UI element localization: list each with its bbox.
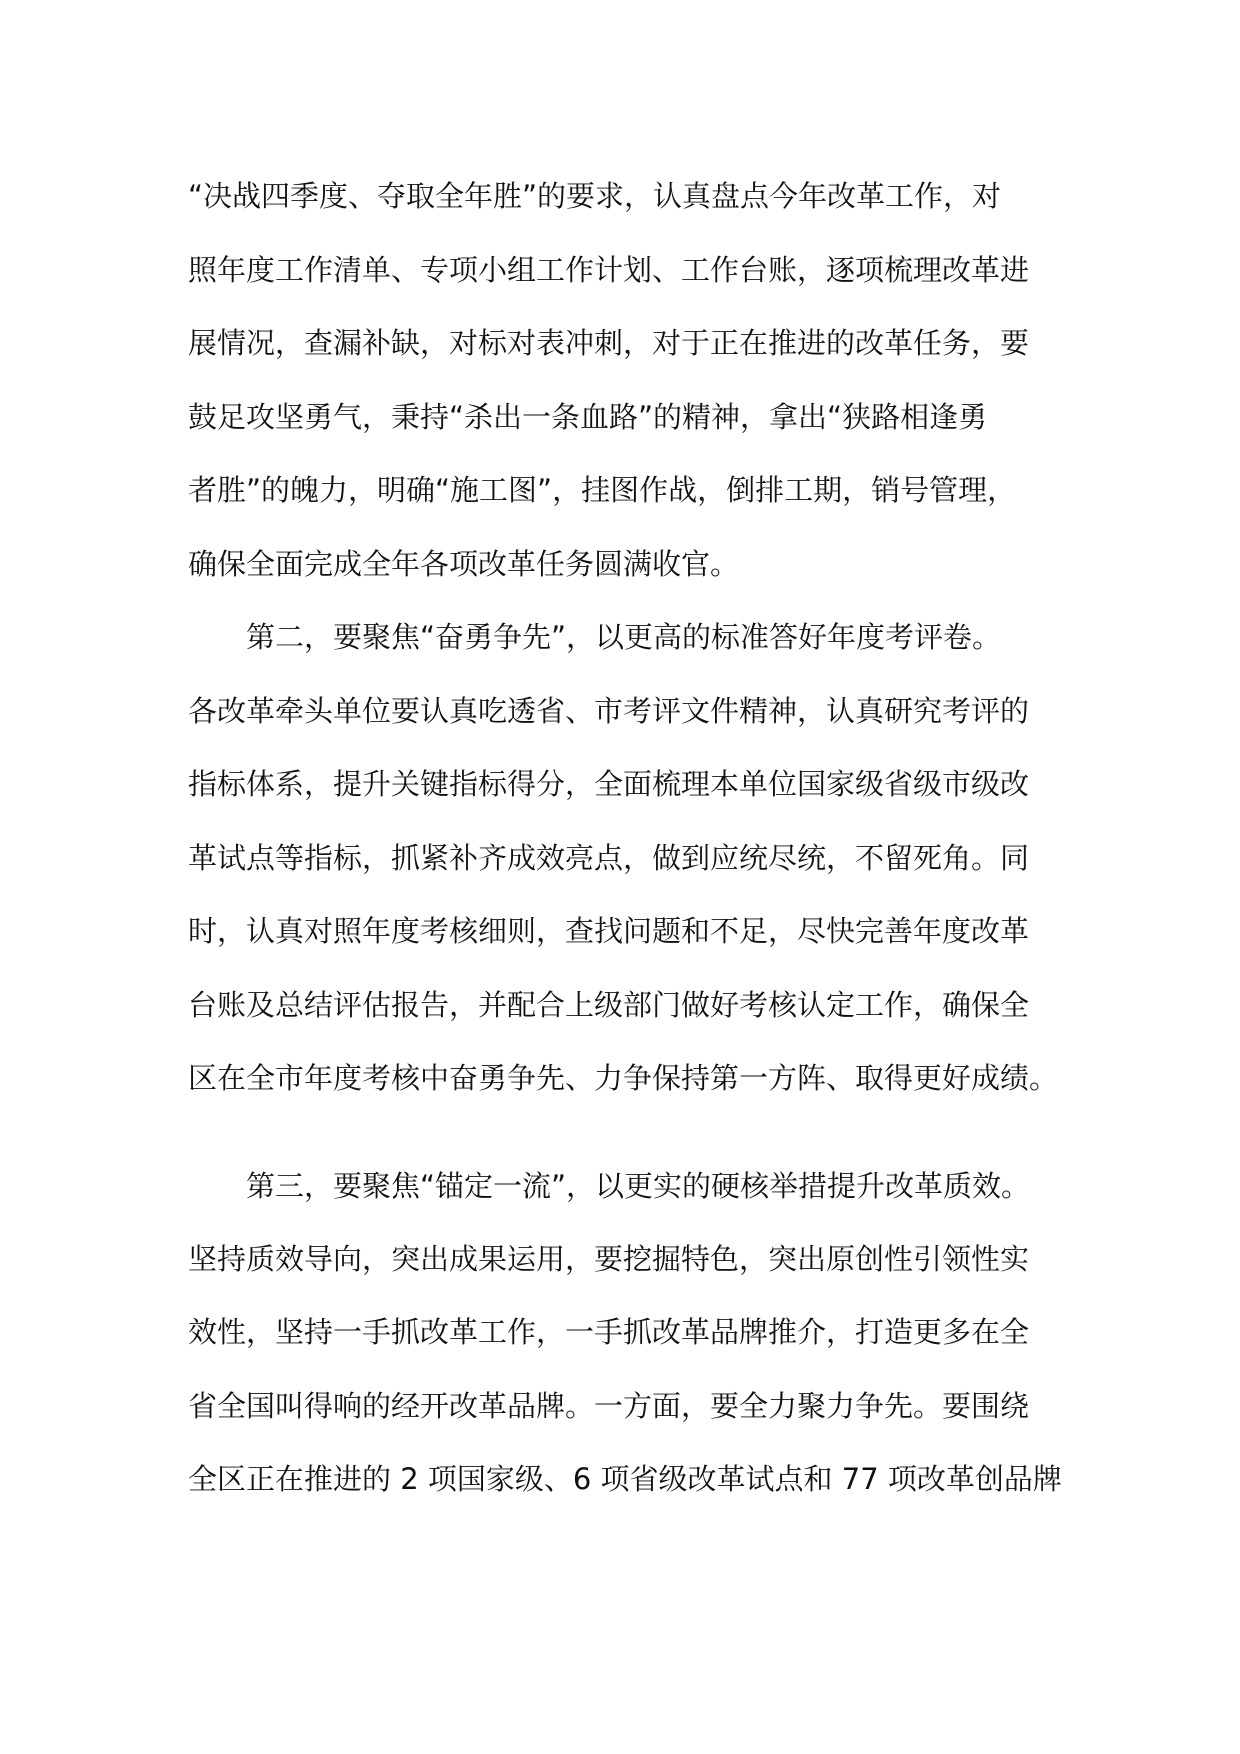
text-line: 全区正在推进的 2 项国家级、6 项省级改革试点和 77 项改革创品牌 (188, 1462, 1062, 1496)
paragraph-heading-third: 第三，要聚焦“锚定一流”，以更实的硬核举措提升改革质效。 (246, 1169, 1031, 1203)
paragraph-heading-second: 第二，要聚焦“奋勇争先”，以更高的标准答好年度考评卷。 (246, 620, 1002, 654)
text-line: 效性，坚持一手抓改革工作，一手抓改革品牌推介，打造更多在全 (188, 1315, 1030, 1349)
text-line: 台账及总结评估报告，并配合上级部门做好考核认定工作，确保全 (188, 988, 1030, 1022)
text-line: 坚持质效导向，突出成果运用，要挖掘特色，突出原创性引领性实 (188, 1242, 1030, 1276)
text-line: 各改革牵头单位要认真吃透省、市考评文件精神，认真研究考评的 (188, 694, 1030, 728)
text-line: 者胜”的魄力，明确“施工图”，挂图作战，倒排工期，销号管理， (188, 473, 1017, 507)
text-line: 指标体系，提升关键指标得分，全面梳理本单位国家级省级市级改 (188, 767, 1030, 801)
text-line: 鼓足攻坚勇气，秉持“杀出一条血路”的精神，拿出“狭路相逢勇 (188, 400, 988, 434)
text-line: 革试点等指标，抓紧补齐成效亮点，做到应统尽统，不留死角。同 (188, 841, 1030, 875)
text-line: 展情况，查漏补缺，对标对表冲刺，对于正在推进的改革任务，要 (188, 326, 1030, 360)
text-line: 时，认真对照年度考核细则，查找问题和不足，尽快完善年度改革 (188, 914, 1030, 948)
text-line: 省全国叫得响的经开改革品牌。一方面，要全力聚力争先。要围绕 (188, 1389, 1030, 1423)
text-line: “决战四季度、夺取全年胜”的要求，认真盘点今年改革工作，对 (188, 179, 1002, 213)
text-line: 区在全市年度考核中奋勇争先、力争保持第一方阵、取得更好成绩。 (188, 1061, 1059, 1095)
text-line: 照年度工作清单、专项小组工作计划、工作台账，逐项梳理改革进 (188, 253, 1030, 287)
text-line: 确保全面完成全年各项改革任务圆满收官。 (188, 547, 740, 581)
